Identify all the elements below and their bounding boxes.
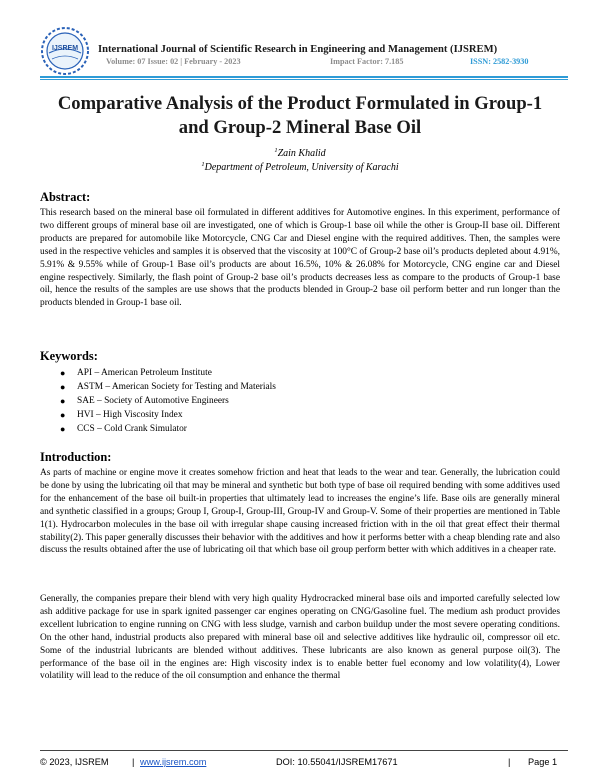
footer-separator-2: | xyxy=(508,757,511,767)
bullet-icon: ● xyxy=(60,410,66,420)
affiliation: Department of Petroleum, University of Karachi xyxy=(204,162,399,173)
keyword-item: ● CCS – Cold Crank Simulator xyxy=(60,424,187,434)
footer-copyright: © 2023, IJSREM xyxy=(40,757,109,767)
footer-website xyxy=(140,757,206,767)
bullet-icon: ● xyxy=(60,368,66,378)
footer-separator: | xyxy=(132,757,135,767)
author-superscript: 1 xyxy=(274,147,278,154)
website-link[interactable]: www.ijsrem.com xyxy=(140,757,207,767)
paper-title xyxy=(40,92,560,140)
title-line-2: and Group-2 Mineral Base Oil xyxy=(178,117,422,138)
header-rule-bottom xyxy=(40,79,568,80)
bullet-icon: ● xyxy=(60,424,66,434)
keywords-heading: Keywords: xyxy=(40,349,98,363)
affiliation-superscript: 1 xyxy=(201,161,205,168)
footer-rule xyxy=(40,750,568,751)
header-rule-top xyxy=(40,76,568,78)
introduction-paragraph-2: Generally, the companies prepare their blend with very high quality Hydrocracked mineral base oils and imported carefully selected low ash additive package for use in spark ignited passenger car engines operating on CNG/Gasoline fuel. The medium ash product provides excellent lubrication to engine running on CNG with less sludge, varnish and carbon buildup under the most severe operating conditions. On the other hand, industrial products also prepared with mineral base oil and selective additives like hydraulic oil, compressor oil etc. Some of the industrial lubricants are blended without additives. These lubricants are also known as general purpose oil(3). The performance of the base oil in the engines are: High viscosity index is to enable better fuel economy and low volatility(4), Lower volatility will lead to the reduce of the oil consumption and enhance the thermal xyxy=(40,594,560,682)
volume-issue: Volume: 07 Issue: 02 | February - 2023 xyxy=(106,57,241,66)
keyword-item: ● ASTM – American Society for Testing and Materials xyxy=(60,382,276,392)
bullet-icon: ● xyxy=(60,396,66,406)
abstract-heading: Abstract: xyxy=(40,190,91,204)
introduction-heading: Introduction: xyxy=(40,450,112,464)
journal-title: International Journal of Scientific Research in Engineering and Management (IJSREM) xyxy=(98,44,498,55)
keyword-item: ● HVI – High Viscosity Index xyxy=(60,410,183,420)
impact-factor: Impact Factor: 7.185 xyxy=(330,57,404,66)
introduction-paragraph-1: As parts of machine or engine move it creates somehow friction and heat that leads to the wear and tear. Generally, the lubrication could be done by using the lubricating oil that may be mineral and synthetic but both type of base oil required bending with some additives used for the enhancement of the base oil built-in properties that ultimately lead to increases the engine’s life. Base oils are generally mineral and synthetic classified in a groups; Group I, Group-I, Group-III, Group-IV and Group-V. Some of their properties are mentioned in Table 1(1). Hydrocarbon molecules in the base oil with irregular shape causing increased friction with in the oil that great effect their thermal stability(2). This paper generally discusses their behavior with the additives and how it performs better with a cheap blending rate and also discuss the results obtained after the use of lubricating oil that which base oil group perform better with which additives in a cheaper rate. xyxy=(40,468,560,556)
abstract-text: This research based on the mineral base oil formulated in different additives for Automotive engines. In this experiment, performance of two different groups of mineral base oil are investigated, one of which is Group-1 base oil while the other is Group-II base oil. Different products are prepared for automobile like Motorcycle, CNG Car and Diesel engine with the required additives. Then, the samples were used in the respective vehicles and samples it is observed that the viscosity at 100°C of Group-2 base oil’s products depleted about 4.91%, 5.91% & 9.55% while of Group-1 Base oil’s products are about 16.5%, 10% & 26.08% for Motorcycle, CNG engine car and Diesel engine respectively. Similarly, the flash point of Group-2 base oil’s products decreases less as compare to the products of Group-1 base oil, hence the results of the samples are use shows that the products blended in Group-2 base oil perform better and run longer than the products blended in Group-1 base oil. xyxy=(40,208,560,309)
issn: ISSN: 2582-3930 xyxy=(470,57,529,66)
author-name: Zain Khalid xyxy=(277,148,326,159)
ijsrem-logo xyxy=(40,26,90,76)
keyword-item: ● API – American Petroleum Institute xyxy=(60,368,212,378)
keywords-list xyxy=(60,366,276,436)
title-line-1: Comparative Analysis of the Product Formulated in Group-1 xyxy=(57,93,543,114)
page-number: Page 1 xyxy=(528,757,558,767)
bullet-icon: ● xyxy=(60,382,66,392)
affiliation-line xyxy=(40,162,560,173)
keyword-item: ● SAE – Society of Automotive Engineers xyxy=(60,396,229,406)
journal-header xyxy=(40,26,560,76)
author-line xyxy=(40,148,560,159)
footer-doi: DOI: 10.55041/IJSREM17671 xyxy=(276,757,398,767)
logo-text: IJSREM xyxy=(51,45,79,52)
